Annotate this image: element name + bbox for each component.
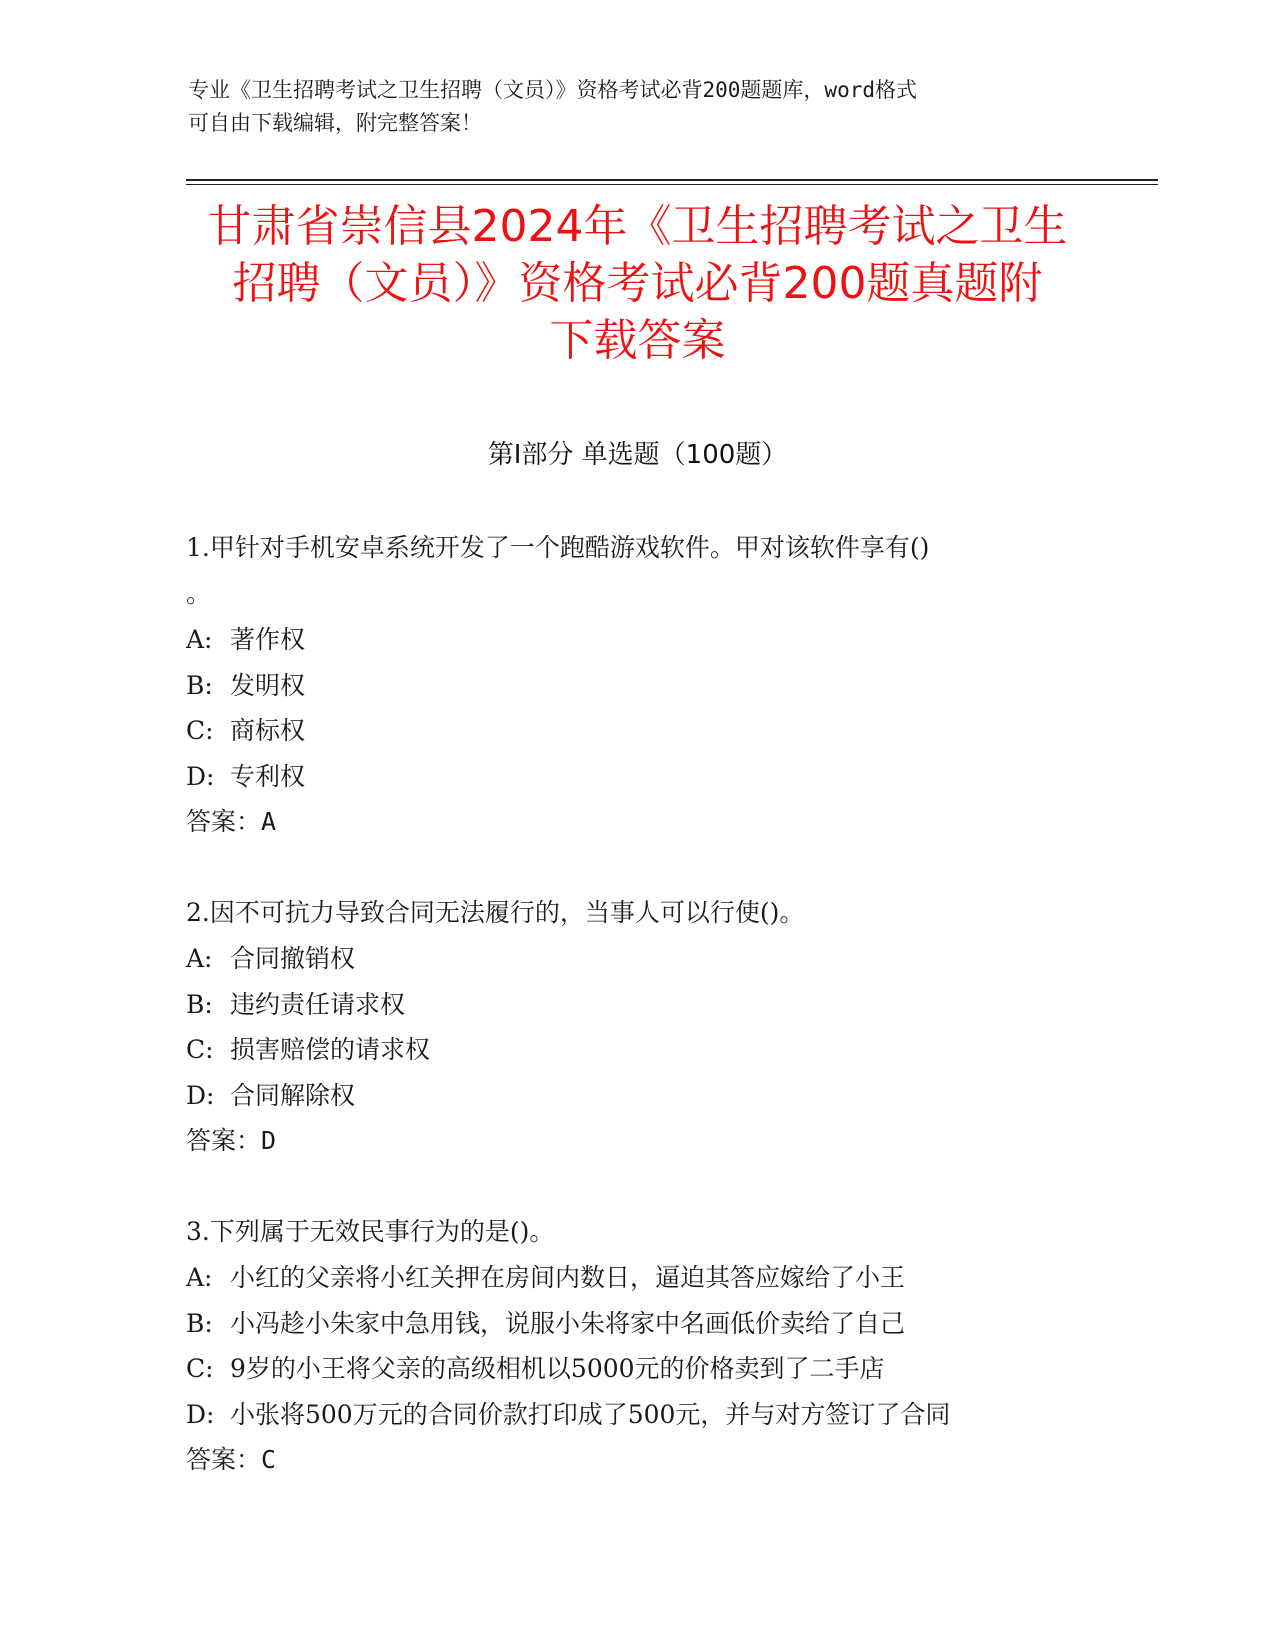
option-d	[186, 1392, 1086, 1438]
option-b	[186, 663, 1086, 709]
title-line-2: 招聘（文员）》资格考试必背200题真题附	[232, 258, 1043, 309]
option-letter: C:	[186, 1035, 214, 1064]
option-text: 小张将500万元的合同价款打印成了500元，并与对方签订了合同	[230, 1399, 951, 1429]
option-letter: A:	[186, 625, 213, 654]
option-c	[186, 1346, 1086, 1392]
option-text: 损害赔偿的请求权	[230, 1035, 431, 1064]
question-3	[186, 1209, 1086, 1483]
option-letter: B:	[186, 670, 213, 700]
title-line-3: 下载答案	[549, 315, 726, 366]
option-c	[186, 1027, 1086, 1073]
question-1	[186, 525, 1086, 845]
question-stem: 1.甲针对手机安卓系统开发了一个跑酷游戏软件。甲对该软件享有()	[186, 533, 930, 562]
option-text: 小冯趁小朱家中急用钱，说服小朱将家中名画低价卖给了自己	[230, 1308, 906, 1338]
document-title	[150, 198, 1125, 369]
option-b	[186, 982, 1086, 1028]
question-stem: 3.下列属于无效民事行为的是()。	[186, 1217, 555, 1246]
option-letter: B:	[186, 989, 213, 1019]
option-text: 违约责任请求权	[230, 989, 406, 1019]
header-note-line-1: 专业《卫生招聘考试之卫生招聘（文员）》资格考试必背200题题库，word格式	[188, 78, 917, 102]
option-letter: D:	[186, 761, 215, 791]
answer-label: 答案：	[186, 1126, 262, 1155]
option-text: 发明权	[230, 670, 306, 700]
option-text: 9岁的小王将父亲的高级相机以5000元的价格卖到了二手店	[230, 1354, 885, 1383]
question-stem-continuation: 。	[186, 579, 212, 608]
question-2	[186, 890, 1086, 1164]
answer-value: C	[261, 1445, 277, 1474]
answer-value: D	[261, 1126, 277, 1155]
option-text: 合同撤销权	[230, 944, 356, 973]
option-c	[186, 708, 1086, 754]
answer-line	[186, 1437, 1086, 1483]
option-letter: D:	[186, 1080, 215, 1110]
option-a	[186, 936, 1086, 982]
title-line-1: 甘肃省崇信县2024年《卫生招聘考试之卫生	[207, 201, 1068, 252]
header-divider-thick	[186, 179, 1158, 181]
option-letter: B:	[186, 1308, 213, 1338]
question-stem: 2.因不可抗力导致合同无法履行的，当事人可以行使()。	[186, 898, 805, 927]
option-d	[186, 1073, 1086, 1119]
answer-line	[186, 799, 1086, 845]
header-note	[188, 74, 1068, 140]
header-note-line-2: 可自由下载编辑，附完整答案！	[188, 111, 482, 135]
option-a	[186, 1255, 1086, 1301]
option-letter: C:	[186, 1354, 214, 1383]
answer-value: A	[261, 807, 277, 836]
option-letter: C:	[186, 716, 214, 745]
answer-label: 答案：	[186, 1445, 262, 1474]
answer-label: 答案：	[186, 807, 262, 836]
option-letter: A:	[186, 1263, 213, 1292]
answer-line	[186, 1118, 1086, 1164]
option-b	[186, 1301, 1086, 1347]
option-letter: A:	[186, 944, 213, 973]
header-divider-thin	[186, 184, 1158, 185]
option-text: 小红的父亲将小红关押在房间内数日，逼迫其答应嫁给了小王	[230, 1263, 906, 1292]
question-list	[186, 525, 1086, 1528]
option-text: 商标权	[230, 716, 306, 745]
option-text: 著作权	[230, 625, 306, 654]
option-a	[186, 617, 1086, 663]
option-letter: D:	[186, 1399, 215, 1429]
option-text: 合同解除权	[230, 1080, 356, 1110]
option-d	[186, 754, 1086, 800]
section-heading: 第Ⅰ部分 单选题（100题）	[487, 440, 788, 470]
option-text: 专利权	[230, 761, 306, 791]
